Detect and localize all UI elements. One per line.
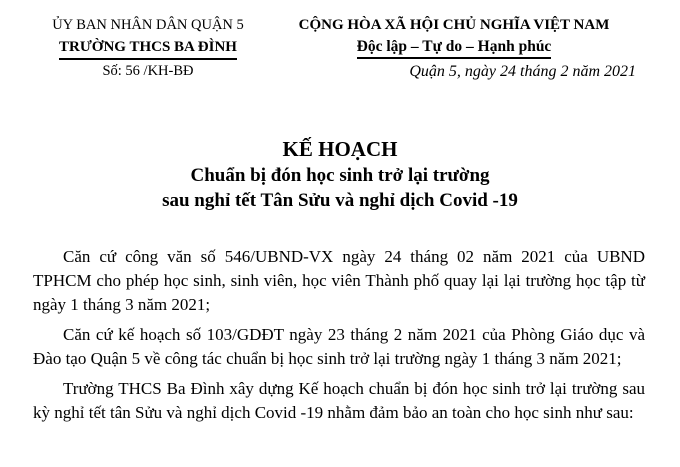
paragraph-legal-basis-1: Căn cứ công văn số 546/UBND-VX ngày 24 tháng 02 năm 2021 của UBND TPHCM cho phép học sinh, sinh viên, học viên Thành phố quay lại lại trường học tập từ ngày 1 tháng 3 năm 2021; (33, 247, 645, 314)
document-body (0, 245, 680, 425)
national-header-block (272, 14, 636, 83)
issuing-authority-block (24, 14, 272, 83)
authority-name: ỦY BAN NHÂN DÂN QUẬN 5 (52, 17, 244, 33)
national-motto: Độc lập – Tự do – Hạnh phúc (357, 37, 552, 59)
paragraph-legal-basis-2: Căn cứ kế hoạch số 103/GDĐT ngày 23 tháng 2 năm 2021 của Phòng Giáo dục và Đào tạo Quận 5 về công tác chuẩn bị học sinh trở lại trường ngày 1 tháng 3 năm 2021; (33, 325, 645, 368)
school-name: TRƯỜNG THCS BA ĐÌNH (59, 38, 237, 60)
document-subtitle-line-1: Chuẩn bị đón học sinh trở lại trường (190, 165, 490, 186)
paragraph-purpose: Trường THCS Ba Đình xây dựng Kế hoạch chuẩn bị đón học sinh trở lại trường sau kỳ nghỉ tết tân Sửu và nghỉ dịch Covid -19 nhằm đảm bảo an toàn cho học sinh như sau: (33, 379, 645, 422)
national-title: CỘNG HÒA XÃ HỘI CHỦ NGHĨA VIỆT NAM (298, 17, 610, 33)
document-subtitle-line-2: sau nghỉ tết Tân Sửu và nghỉ dịch Covid -19 (162, 190, 518, 211)
document-title: KẾ HOẠCH (282, 137, 398, 161)
document-number: Số: 56 /KH-BĐ (102, 63, 194, 79)
place-and-date: Quận 5, ngày 24 tháng 2 năm 2021 (409, 63, 636, 80)
title-block (0, 136, 680, 213)
national-motto-line (272, 36, 636, 59)
school-name-line (24, 36, 272, 60)
document-header (0, 14, 680, 83)
